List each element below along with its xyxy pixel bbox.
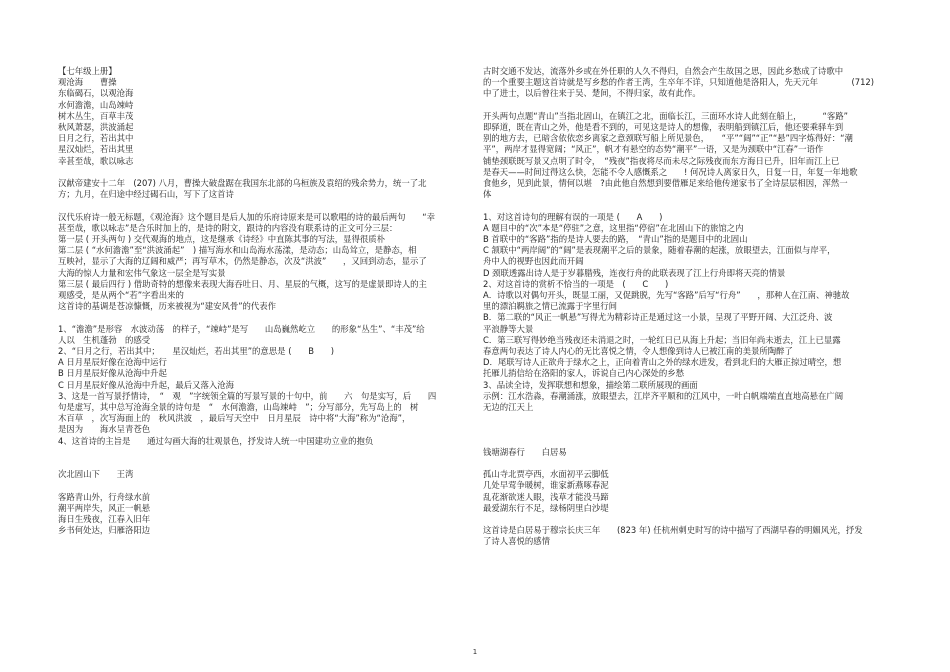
text-line: 幸甚至哉，歌以咏志	[58, 155, 134, 166]
text-line: 无边的江天上	[483, 402, 534, 413]
paragraph-gap	[58, 312, 468, 323]
text-line: 钱塘湖春行 白居易	[483, 446, 567, 457]
page-number: 1	[472, 648, 478, 656]
text-line: 星汉灿烂，若出其里	[58, 144, 134, 155]
left-column	[58, 66, 468, 536]
text-line: A．诗歌以对偶句开头，既显工丽，又促跳脱，先写“客路”后写“行舟” ，那种人在江南、神驰故	[483, 290, 850, 301]
text-line: 是因为 海水呈青苍色	[58, 424, 151, 435]
text-line: 潮平两岸失，风正一帆悬	[58, 502, 151, 513]
text-line: 平浪静等大景	[483, 323, 534, 334]
text-line: 第二层 ( “水何澹澹”至“洪波涌起” ) 描写海水和山岛海水荡漾，是动态；山岛耸立，是静态，相	[58, 245, 417, 256]
text-line: 秋风萧瑟，洪波涌起	[58, 122, 134, 133]
text-line: D．尾联写诗人正欲舟于绿水之上，正向着青山之外的绿水进发，看到北归的大雁正掠过晴空，想	[483, 357, 842, 368]
text-line: 食他乡，见到此景，情何以堪 ?由此他自然想到要借雁足来给他传递家书了全诗层层相因，浑然一	[483, 178, 848, 189]
paragraph-gap	[58, 480, 468, 491]
text-line: 乡书何处达，归雁洛阳边	[58, 525, 151, 536]
text-line: C 颔联中“两岸阔”的“阔”是表现潮平之后的景象，随着春潮的起涨，放眼望去，江面似与岸平，	[483, 245, 836, 256]
paragraph-gap	[58, 167, 468, 178]
text-line: A 题目中的“次”本是“停驻”之意，这里指“停宿”在北固山下的旅馆之内	[483, 222, 744, 233]
text-line: A 日月星辰好像在沧海中运行	[58, 357, 167, 368]
text-line: 日月之行，若出其中	[58, 133, 134, 144]
text-line: 第一层 ( 开头两句 ) 交代观海的地点，这是继承《诗经》中直陈其事的写法，显得很质朴	[58, 234, 386, 245]
text-line: 1、对这首诗句的理解有误的一项是 ( A )	[483, 211, 663, 222]
text-line: 客路青山外，行舟绿水前	[58, 491, 151, 502]
text-line: 最爱湖东行不足，绿杨阴里白沙堤	[483, 502, 609, 513]
text-line: 这首诗是白居易于穆宗长庆三年 (823 年) 任杭州刺史时写的诗中描写了西湖早春的明媚风光，抒发	[483, 525, 863, 536]
text-line: 3、这是一首写景抒情诗， “ 观 ”字统领全篇的写景写景的十句中，前 六 句是实写，后 四	[58, 390, 437, 401]
text-line: 次北固山下 王湾	[58, 469, 134, 480]
text-line: 木百草 ，次写海面上的 秋风洪波 ，最后写天空中 日月星辰 诗中将“大海”称为“沧海”，	[58, 413, 411, 424]
text-line: 了诗人喜悦的感情	[483, 536, 550, 547]
text-line: 树木丛生，百草丰茂	[58, 110, 134, 121]
text-line: 孤山寺北贾亭西，水面初平云脚低	[483, 469, 609, 480]
text-line: D 颈联透露出诗人是于岁暮腊残，连夜行舟的此联表现了江上行舟即将天亮的情景	[483, 267, 786, 278]
text-line: 汉献帝建安十二年 (207) 八月，曹操大破盘踞在我国东北部的乌桓族及袁绍的残余势力，统一了北	[58, 178, 427, 189]
text-line: 开头两句点题“青山”当指北固山，在镇江之北，面临长江，三面环水诗人此刻在船上， “客路”	[483, 110, 848, 121]
paragraph-gap	[483, 200, 893, 211]
text-line: 观沧海 曹操	[58, 77, 117, 88]
text-line: 的一个重要主题这首诗就是写乡愁的作者王湾，生卒年不详，只知道他是洛阳人，先天元年 (712)	[483, 77, 875, 88]
text-line: 舟中人的视野也因此而开阔	[483, 256, 584, 267]
text-line: 铺垫颈联既写景又点明了时令， “残夜”指夜将尽而未尽之际残夜而东方海日已升，旧年而江上已	[483, 155, 840, 166]
text-line: 中了进士，以后曾往来于吴、楚间，不得归家，故有此作。	[483, 88, 701, 99]
paragraph-gap	[483, 458, 893, 469]
text-line: 方；九月，在归途中经过碣石山，写下了这首诗	[58, 189, 234, 200]
text-line: 【七年级上册】	[58, 66, 117, 76]
paragraph-gap	[483, 413, 893, 424]
text-line: C．第三联写得妙绝当残夜还未消退之时，一轮红日已从海上升起；当旧年尚未逝去，江上已显露	[483, 334, 841, 345]
text-line: 2、对这首诗的赏析不恰当的一项是 ( C )	[483, 278, 669, 289]
text-line: 托雁儿捎信给在洛阳的家人，诉说自己内心深处的乡愁	[483, 368, 684, 379]
right-column	[483, 66, 893, 548]
text-line: 3、品读全诗，发挥联想和想象，描绘第二联所展现的画面	[483, 379, 698, 390]
paragraph-gap	[483, 100, 893, 111]
text-line: 4、这首诗的主旨是 通过勾画大海的壮观景色，抒发诗人统一中国建功立业的抱负	[58, 435, 374, 446]
paragraph-gap	[58, 458, 468, 469]
text-line: 示例：江水浩淼，春潮涌涨，放眼望去，江岸齐平顺和的江风中，一叶白帆端端直直地高悬在广阔	[483, 390, 844, 401]
text-line: C 日月星辰好像从沧海中升起，最后又落入沧海	[58, 379, 235, 390]
text-line: B 首联中的“客路”指的是诗人要去的路， “青山”指的是题目中的北固山	[483, 234, 748, 245]
text-line: 东临碣石，以观沧海	[58, 88, 134, 99]
text-line: 1、“澹澹”是形容 水波动荡 的样子，“竦峙”是写 山岛巍然屹立 的形象“丛生”、“丰茂”给	[58, 323, 425, 334]
paragraph-gap	[58, 447, 468, 458]
text-line: 第三层 ( 最后四行 ) 借助奇特的想像来表现大海吞吐日、月、星辰的气概，这写的是虚景即诗人的主	[58, 278, 427, 289]
text-line: B 日月星辰好像从沧海中升起	[58, 368, 167, 379]
text-line: 别的地方去，已暗含依依恋乡离家之意颈联写船上所见景色， “平”“阔”“正”“悬”四字炼得好：“潮	[483, 133, 853, 144]
text-line: B．第二联的“风正一帆悬”写得尤为精彩诗正是通过这一小景，呈现了平野开阔、大江泛舟、波	[483, 312, 833, 323]
paragraph-gap	[483, 436, 893, 447]
text-line: 是春天——时间过得这么快，怎能不令人感慨系之 ! 何况诗人离家日久，日复一日，年复一年地歌	[483, 166, 858, 177]
text-line: 即驿道，既在青山之外，他是看不到的，可见这是诗人的想像，表明船到镇江后，他还要乘驿车到	[483, 122, 844, 132]
text-line: 古时交通不发达，流落外乡或在外任职的人久不得归，自然会产生故国之思，因此乡愁成了诗歌中	[483, 66, 844, 76]
paragraph-gap	[483, 424, 893, 435]
text-line: 观感受，是从两个“若”字看出来的	[58, 290, 184, 301]
text-line: 大海的惊人力量和宏伟气象这一层全是写实景	[58, 267, 226, 278]
text-line: 平”，两岸才显得宽阔；“风正”，帆才有悬空的态势“潮平”一语，又是为颈联中“江春”一语作	[483, 144, 824, 155]
text-line: 几处早莺争暖树，谁家新燕啄春泥	[483, 480, 609, 491]
text-line: 甚至哉，歌以咏志”是合乐时加上的，是诗的附文，跟诗的内容没有联系诗的正文可分三层：	[58, 222, 398, 233]
text-line: 汉代乐府诗一般无标题，《观沧海》这个题目是后人加的乐府诗原来是可以歌唱的诗的最后两句 “幸	[58, 211, 436, 222]
paragraph-gap	[483, 514, 893, 525]
text-line: 句是虚写，其中总写沧海全景的诗句是 “ 水何澹澹，山岛竦峙 ”；分写部分，先写岛上的 树	[58, 402, 419, 413]
text-line: 2、“日月之行，若出其中； 星汉灿烂，若出其里”的意思是 ( B )	[58, 346, 335, 357]
text-line: 人以 生机蓬勃 的感受	[58, 334, 151, 345]
text-line: 互映衬，显示了大海的辽阔和威严；再写草木，仍然是静态，次及“洪波” ，又回到动态，显示了	[58, 256, 427, 267]
text-line: 海日生残夜，江春入旧年	[58, 514, 151, 525]
text-line: 水何澹澹，山岛竦峙	[58, 99, 134, 110]
paragraph-gap	[58, 200, 468, 211]
text-line: 这首诗的基调是苍凉慷慨，历来被视为“建安风骨”的代表作	[58, 301, 277, 312]
text-line: 乱花渐欲迷人眼，浅草才能没马蹄	[483, 491, 609, 502]
text-line: 里的漂泊羁旅之情已流露于字里行间	[483, 301, 617, 312]
text-line: 体	[483, 189, 492, 200]
text-line: 春意两句表达了诗人内心的无比喜悦之情，令人想像到诗人已被江南的美景所陶醉了	[483, 346, 793, 357]
